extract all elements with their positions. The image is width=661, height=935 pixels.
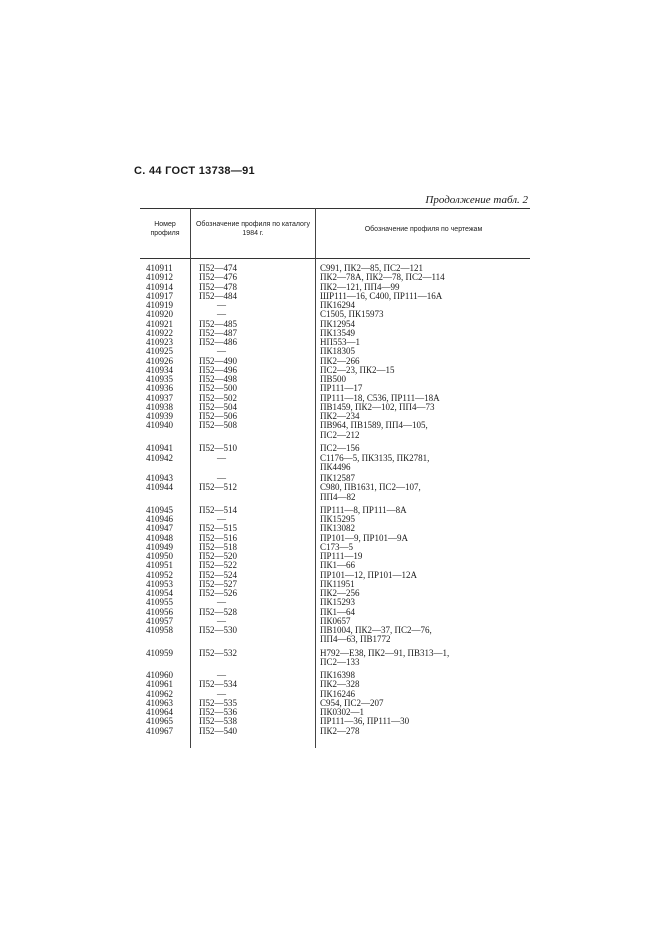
catalog-designation: П52—474	[199, 263, 237, 273]
drawing-designations	[320, 483, 421, 502]
table-row	[140, 649, 530, 668]
drawing-designation-line: ПВ964, ПВ1589, ПП4—105,	[320, 420, 428, 431]
drawing-designation-line: С1505, ПК15973	[320, 309, 384, 320]
drawing-designation-line: ПР111—19	[320, 551, 363, 561]
profile-number: 410921	[146, 318, 173, 329]
profile-number: 410912	[146, 272, 173, 283]
drawing-designation-line: ПК2—234	[320, 411, 360, 421]
profile-number: 410953	[146, 578, 173, 589]
profile-number: 410911	[146, 263, 173, 273]
catalog-designation: —	[217, 300, 226, 310]
drawing-designation-line: Н792—Е38, ПК2—91, ПВ313—1,	[320, 647, 450, 658]
drawing-designation-line: ПК13549	[320, 327, 356, 338]
drawing-designations	[320, 626, 432, 645]
drawing-designation-line: ШР111—16, С400, ПР111—16А	[320, 290, 443, 301]
profile-number: 410956	[146, 606, 173, 617]
profile-number: 410923	[146, 337, 173, 347]
profile-number: 410949	[146, 541, 173, 552]
column-header-catalog: Обозначение профиля по каталогу 1984 г.	[195, 221, 311, 237]
profile-number: 410962	[146, 688, 173, 699]
drawing-designation-line: ПВ1459, ПК2—102, ПП4—73	[320, 401, 435, 412]
profile-number: 410942	[146, 452, 173, 463]
table-row	[140, 483, 530, 502]
profile-number: 410919	[146, 300, 173, 310]
drawing-designation-line: ПС2—133	[320, 656, 360, 667]
profile-number: 410936	[146, 383, 173, 394]
profile-number: 410965	[146, 716, 173, 727]
table-row	[140, 626, 530, 645]
catalog-designation: П52—534	[199, 679, 237, 690]
catalog-designation: П52—506	[199, 411, 237, 421]
profile-number: 410960	[146, 670, 173, 680]
drawing-designation-line: ПР111—17	[320, 383, 363, 394]
profile-number: 410914	[146, 281, 173, 292]
profile-number: 410941	[146, 443, 173, 454]
catalog-designation: —	[217, 514, 226, 524]
drawing-designation-line: ПК13082	[320, 523, 356, 534]
catalog-designation: П52—504	[199, 401, 237, 412]
catalog-designation: П52—514	[199, 504, 237, 515]
catalog-designation: П52—508	[199, 420, 237, 431]
profile-number: 410967	[146, 725, 173, 736]
drawing-designation-line: С980, ПВ1631, ПС2—107,	[320, 482, 421, 493]
drawing-designation-line: ПК16398	[320, 670, 356, 680]
drawing-designation-line: ПК0657	[320, 615, 351, 626]
catalog-designation: —	[217, 597, 226, 608]
drawing-designation-line: ПР101—12, ПР101—12А	[320, 569, 418, 580]
drawing-designation-line: НП553—1	[320, 337, 360, 347]
drawing-designation-line: ПК12954	[320, 318, 356, 329]
drawing-designation-line: ПК2—278	[320, 725, 360, 736]
catalog-designation: П52—518	[199, 541, 237, 552]
catalog-designation: П52—522	[199, 560, 237, 571]
profile-number: 410944	[146, 482, 173, 493]
catalog-designation: П52—510	[199, 443, 237, 454]
profile-number: 410920	[146, 309, 173, 320]
catalog-designation: П52—478	[199, 281, 237, 292]
profile-number: 410939	[146, 411, 173, 421]
table-continuation-label: Продолжение табл. 2	[425, 194, 528, 206]
profile-number: 410957	[146, 615, 173, 626]
catalog-designation: П52—484	[199, 290, 237, 301]
page-title: С. 44 ГОСТ 13738—91	[134, 165, 255, 177]
table-header-rule	[140, 258, 530, 259]
catalog-designation: П52—535	[199, 697, 237, 708]
drawing-designations	[320, 649, 449, 668]
profile-number: 410943	[146, 473, 173, 483]
drawing-designation-line: ПК2—121, ПП4—99	[320, 281, 400, 292]
catalog-designation: —	[217, 615, 226, 626]
catalog-designation: П52—515	[199, 523, 237, 534]
catalog-designation: —	[217, 473, 226, 483]
drawing-designation-line: ПК4496	[320, 461, 351, 472]
drawing-designation-line: С954, ПС2—207	[320, 697, 384, 708]
profile-number: 410925	[146, 346, 173, 357]
drawing-designation-line: ПК15293	[320, 597, 356, 608]
profile-table	[140, 208, 530, 748]
catalog-designation: П52—532	[199, 647, 237, 658]
profile-number: 410964	[146, 707, 173, 717]
drawing-designation-line: ПР101—9, ПР101—9А	[320, 532, 409, 543]
drawing-designation-line: ПК16294	[320, 300, 356, 310]
drawing-designation-line: С173—5	[320, 541, 354, 552]
drawing-designation-line: С1176—5, ПК3135, ПК2781,	[320, 452, 430, 463]
catalog-designation: П52—500	[199, 383, 237, 394]
profile-number: 410935	[146, 374, 173, 384]
drawing-designation-line: ПК2—328	[320, 679, 360, 690]
catalog-designation: П52—486	[199, 337, 237, 347]
profile-number: 410940	[146, 420, 173, 431]
drawing-designation-line: ПП4—82	[320, 491, 356, 502]
drawing-designation-line: ПК1—64	[320, 606, 356, 617]
profile-number: 410922	[146, 327, 173, 338]
catalog-designation: П52—496	[199, 364, 237, 375]
drawing-designation-line: ПК2—78А, ПК2—78, ПС2—114	[320, 272, 445, 283]
catalog-designation: П52—502	[199, 392, 237, 403]
catalog-designation: П52—487	[199, 327, 237, 338]
profile-number: 410948	[146, 532, 173, 543]
profile-number: 410959	[146, 647, 173, 658]
drawing-designation-line: ПК0302—1	[320, 707, 365, 717]
profile-number: 410938	[146, 401, 173, 412]
catalog-designation: П52—530	[199, 625, 237, 635]
column-header-drawings: Обозначение профиля по чертежам	[364, 226, 483, 233]
catalog-designation: П52—536	[199, 707, 237, 717]
drawing-designation-line: ПК18305	[320, 346, 356, 357]
drawing-designations	[320, 727, 360, 736]
drawing-designation-line: ПР111—36, ПР111—30	[320, 716, 410, 727]
profile-number: 410963	[146, 697, 173, 708]
catalog-designation: П52—526	[199, 588, 237, 598]
catalog-designation: П52—490	[199, 355, 237, 366]
catalog-designation: П52—498	[199, 374, 237, 384]
drawing-designation-line: ПВ1004, ПК2—37, ПС2—76,	[320, 625, 432, 635]
catalog-designation: —	[217, 346, 226, 357]
drawing-designation-line: ПР111—8, ПР111—8А	[320, 504, 407, 515]
drawing-designation-line: С991, ПК2—85, ПС2—121	[320, 263, 424, 273]
catalog-designation: —	[217, 688, 226, 699]
catalog-designation: П52—527	[199, 578, 237, 589]
profile-number: 410961	[146, 679, 173, 690]
catalog-designation: П52—520	[199, 551, 237, 561]
profile-number: 410950	[146, 551, 173, 561]
profile-number: 410934	[146, 364, 173, 375]
profile-number: 410946	[146, 514, 173, 524]
catalog-designation: П52—516	[199, 532, 237, 543]
profile-number: 410958	[146, 625, 173, 635]
catalog-designation: П52—538	[199, 716, 237, 727]
catalog-designation: П52—476	[199, 272, 237, 283]
drawing-designation-line: ПС2—212	[320, 429, 360, 440]
drawing-designation-line: ПС2—156	[320, 443, 360, 454]
drawing-designation-line: ПК1—66	[320, 560, 356, 571]
drawing-designation-line: ПП4—63, ПВ1772	[320, 634, 391, 645]
profile-number: 410954	[146, 588, 173, 598]
catalog-designation: П52—512	[199, 482, 237, 493]
table-body	[140, 264, 530, 736]
catalog-designation: —	[217, 670, 226, 680]
profile-number: 410951	[146, 560, 173, 571]
drawing-designation-line: ПК12587	[320, 473, 356, 483]
drawing-designation-line: ПК2—256	[320, 588, 360, 598]
profile-number: 410952	[146, 569, 173, 580]
column-header-number: Номер профиля	[150, 221, 180, 237]
catalog-designation: —	[217, 452, 226, 463]
drawing-designation-line: ПС2—23, ПК2—15	[320, 364, 395, 375]
drawing-designation-line: ПК16246	[320, 688, 356, 699]
drawing-designation-line: ПК15295	[320, 514, 356, 524]
catalog-designation: П52—540	[199, 725, 237, 736]
drawing-designation-line: ПК2—266	[320, 355, 360, 366]
profile-number: 410955	[146, 597, 173, 608]
table-row	[140, 421, 530, 440]
profile-number: 410945	[146, 504, 173, 515]
profile-number: 410917	[146, 290, 173, 301]
profile-number: 410947	[146, 523, 173, 534]
profile-number: 410926	[146, 355, 173, 366]
table-top-rule	[140, 208, 530, 209]
catalog-designation: П52—524	[199, 569, 237, 580]
drawing-designation-line: ПР111—18, С536, ПР111—18А	[320, 392, 440, 403]
table-row	[140, 454, 530, 473]
drawing-designation-line: ПВ500	[320, 374, 347, 384]
profile-number: 410937	[146, 392, 173, 403]
catalog-designation: П52—485	[199, 318, 237, 329]
table-row	[140, 727, 530, 736]
drawing-designation-line: ПК11951	[320, 578, 355, 589]
catalog-designation: П52—528	[199, 606, 237, 617]
drawing-designations	[320, 421, 428, 440]
catalog-designation: —	[217, 309, 226, 320]
drawing-designations	[320, 454, 429, 473]
